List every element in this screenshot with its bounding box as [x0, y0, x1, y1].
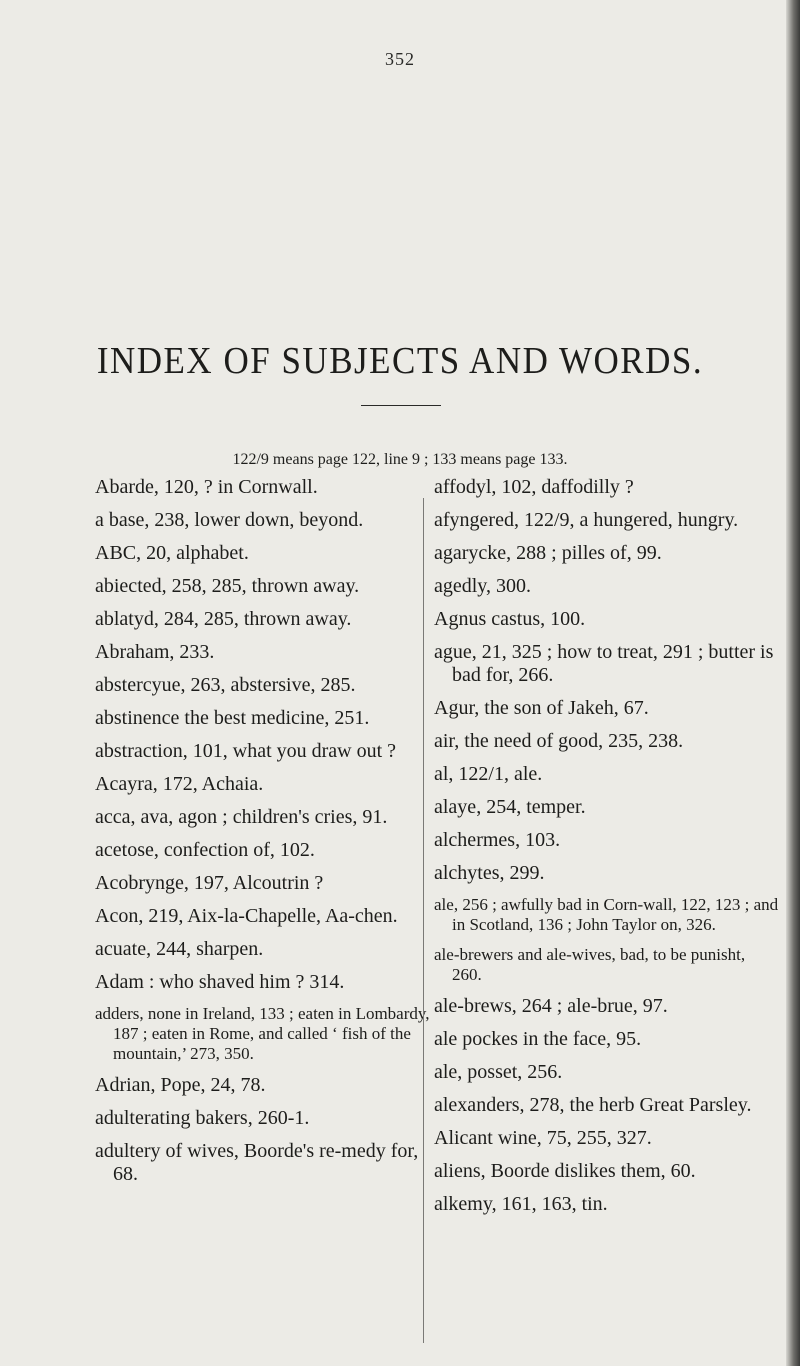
column-divider [423, 498, 424, 1343]
index-entry: adultery of wives, Boorde's re-medy for, 68. [95, 1140, 419, 1185]
index-entry: abstinence the best medicine, 251. [95, 707, 370, 729]
index-entry: Acobrynge, 197, Alcoutrin ? [95, 872, 324, 894]
index-entry: ague, 21, 325 ; how to treat, 291 ; butter is bad for, 266. [434, 641, 774, 686]
index-entry: affodyl, 102, daffodilly ? [434, 476, 634, 498]
index-entry: abiected, 258, 285, thrown away. [95, 575, 360, 597]
index-entry: ale-brews, 264 ; ale-brue, 97. [434, 995, 668, 1017]
index-entry: afyngered, 122/9, a hungered, hungry. [434, 509, 739, 531]
index-entry: Alicant wine, 75, 255, 327. [434, 1127, 652, 1149]
page-title: INDEX OF SUBJECTS AND WORDS. [96, 339, 704, 382]
index-entry: Acon, 219, Aix-la-Chapelle, Aa-chen. [95, 905, 398, 927]
index-entry: agedly, 300. [434, 575, 532, 597]
index-column-left [95, 476, 440, 1196]
index-entry: adders, none in Ireland, 133 ; eaten in Lombardy, 187 ; eaten in Rome, and called ‘ fish of the mountain,’ 273, 350. [95, 1004, 430, 1063]
index-entry: acuate, 244, sharpen. [95, 938, 264, 960]
index-entry: alkemy, 161, 163, tin. [434, 1193, 608, 1215]
index-entry: alaye, 254, temper. [434, 796, 586, 818]
index-entry: ale, 256 ; awfully bad in Corn-wall, 122, 123 ; and in Scotland, 136 ; John Taylor on, 326. [434, 895, 779, 934]
index-entry: Agur, the son of Jakeh, 67. [434, 697, 649, 719]
index-entry: agarycke, 288 ; pilles of, 99. [434, 542, 662, 564]
page-edge-shadow [786, 0, 800, 1366]
index-entry: abstercyue, 263, abstersive, 285. [95, 674, 356, 696]
index-entry: acca, ava, agon ; children's cries, 91. [95, 806, 388, 828]
index-entry: abstraction, 101, what you draw out ? [95, 740, 397, 762]
index-entry: ale, posset, 256. [434, 1061, 563, 1083]
index-entry: adulterating bakers, 260-1. [95, 1107, 310, 1129]
index-entry: aliens, Boorde dislikes them, 60. [434, 1160, 696, 1182]
index-entry: Abarde, 120, ? in Cornwall. [95, 476, 318, 498]
index-entry: air, the need of good, 235, 238. [434, 730, 684, 752]
title-divider [361, 405, 441, 406]
index-entry: al, 122/1, ale. [434, 763, 543, 785]
index-entry: ale pockes in the face, 95. [434, 1028, 642, 1050]
index-entry: ale-brewers and ale-wives, bad, to be punisht, 260. [434, 945, 746, 984]
index-explanation: 122/9 means page 122, line 9 ; 133 means page 133. [232, 451, 568, 468]
index-entry: ablatyd, 284, 285, thrown away. [95, 608, 352, 630]
index-entry: Adam : who shaved him ? 314. [95, 971, 345, 993]
index-entry: acetose, confection of, 102. [95, 839, 315, 861]
page-number: 352 [385, 49, 415, 69]
index-entry: alchermes, 103. [434, 829, 561, 851]
index-entry: alchytes, 299. [434, 862, 545, 884]
index-entry: Agnus castus, 100. [434, 608, 586, 630]
index-entry: Abraham, 233. [95, 641, 215, 663]
index-entry: Acayra, 172, Achaia. [95, 773, 264, 795]
index-entry: ABC, 20, alphabet. [95, 542, 249, 564]
index-column-right [434, 476, 779, 1226]
index-entry: a base, 238, lower down, beyond. [95, 509, 364, 531]
index-entry: Adrian, Pope, 24, 78. [95, 1074, 266, 1096]
index-entry: alexanders, 278, the herb Great Parsley. [434, 1094, 752, 1116]
